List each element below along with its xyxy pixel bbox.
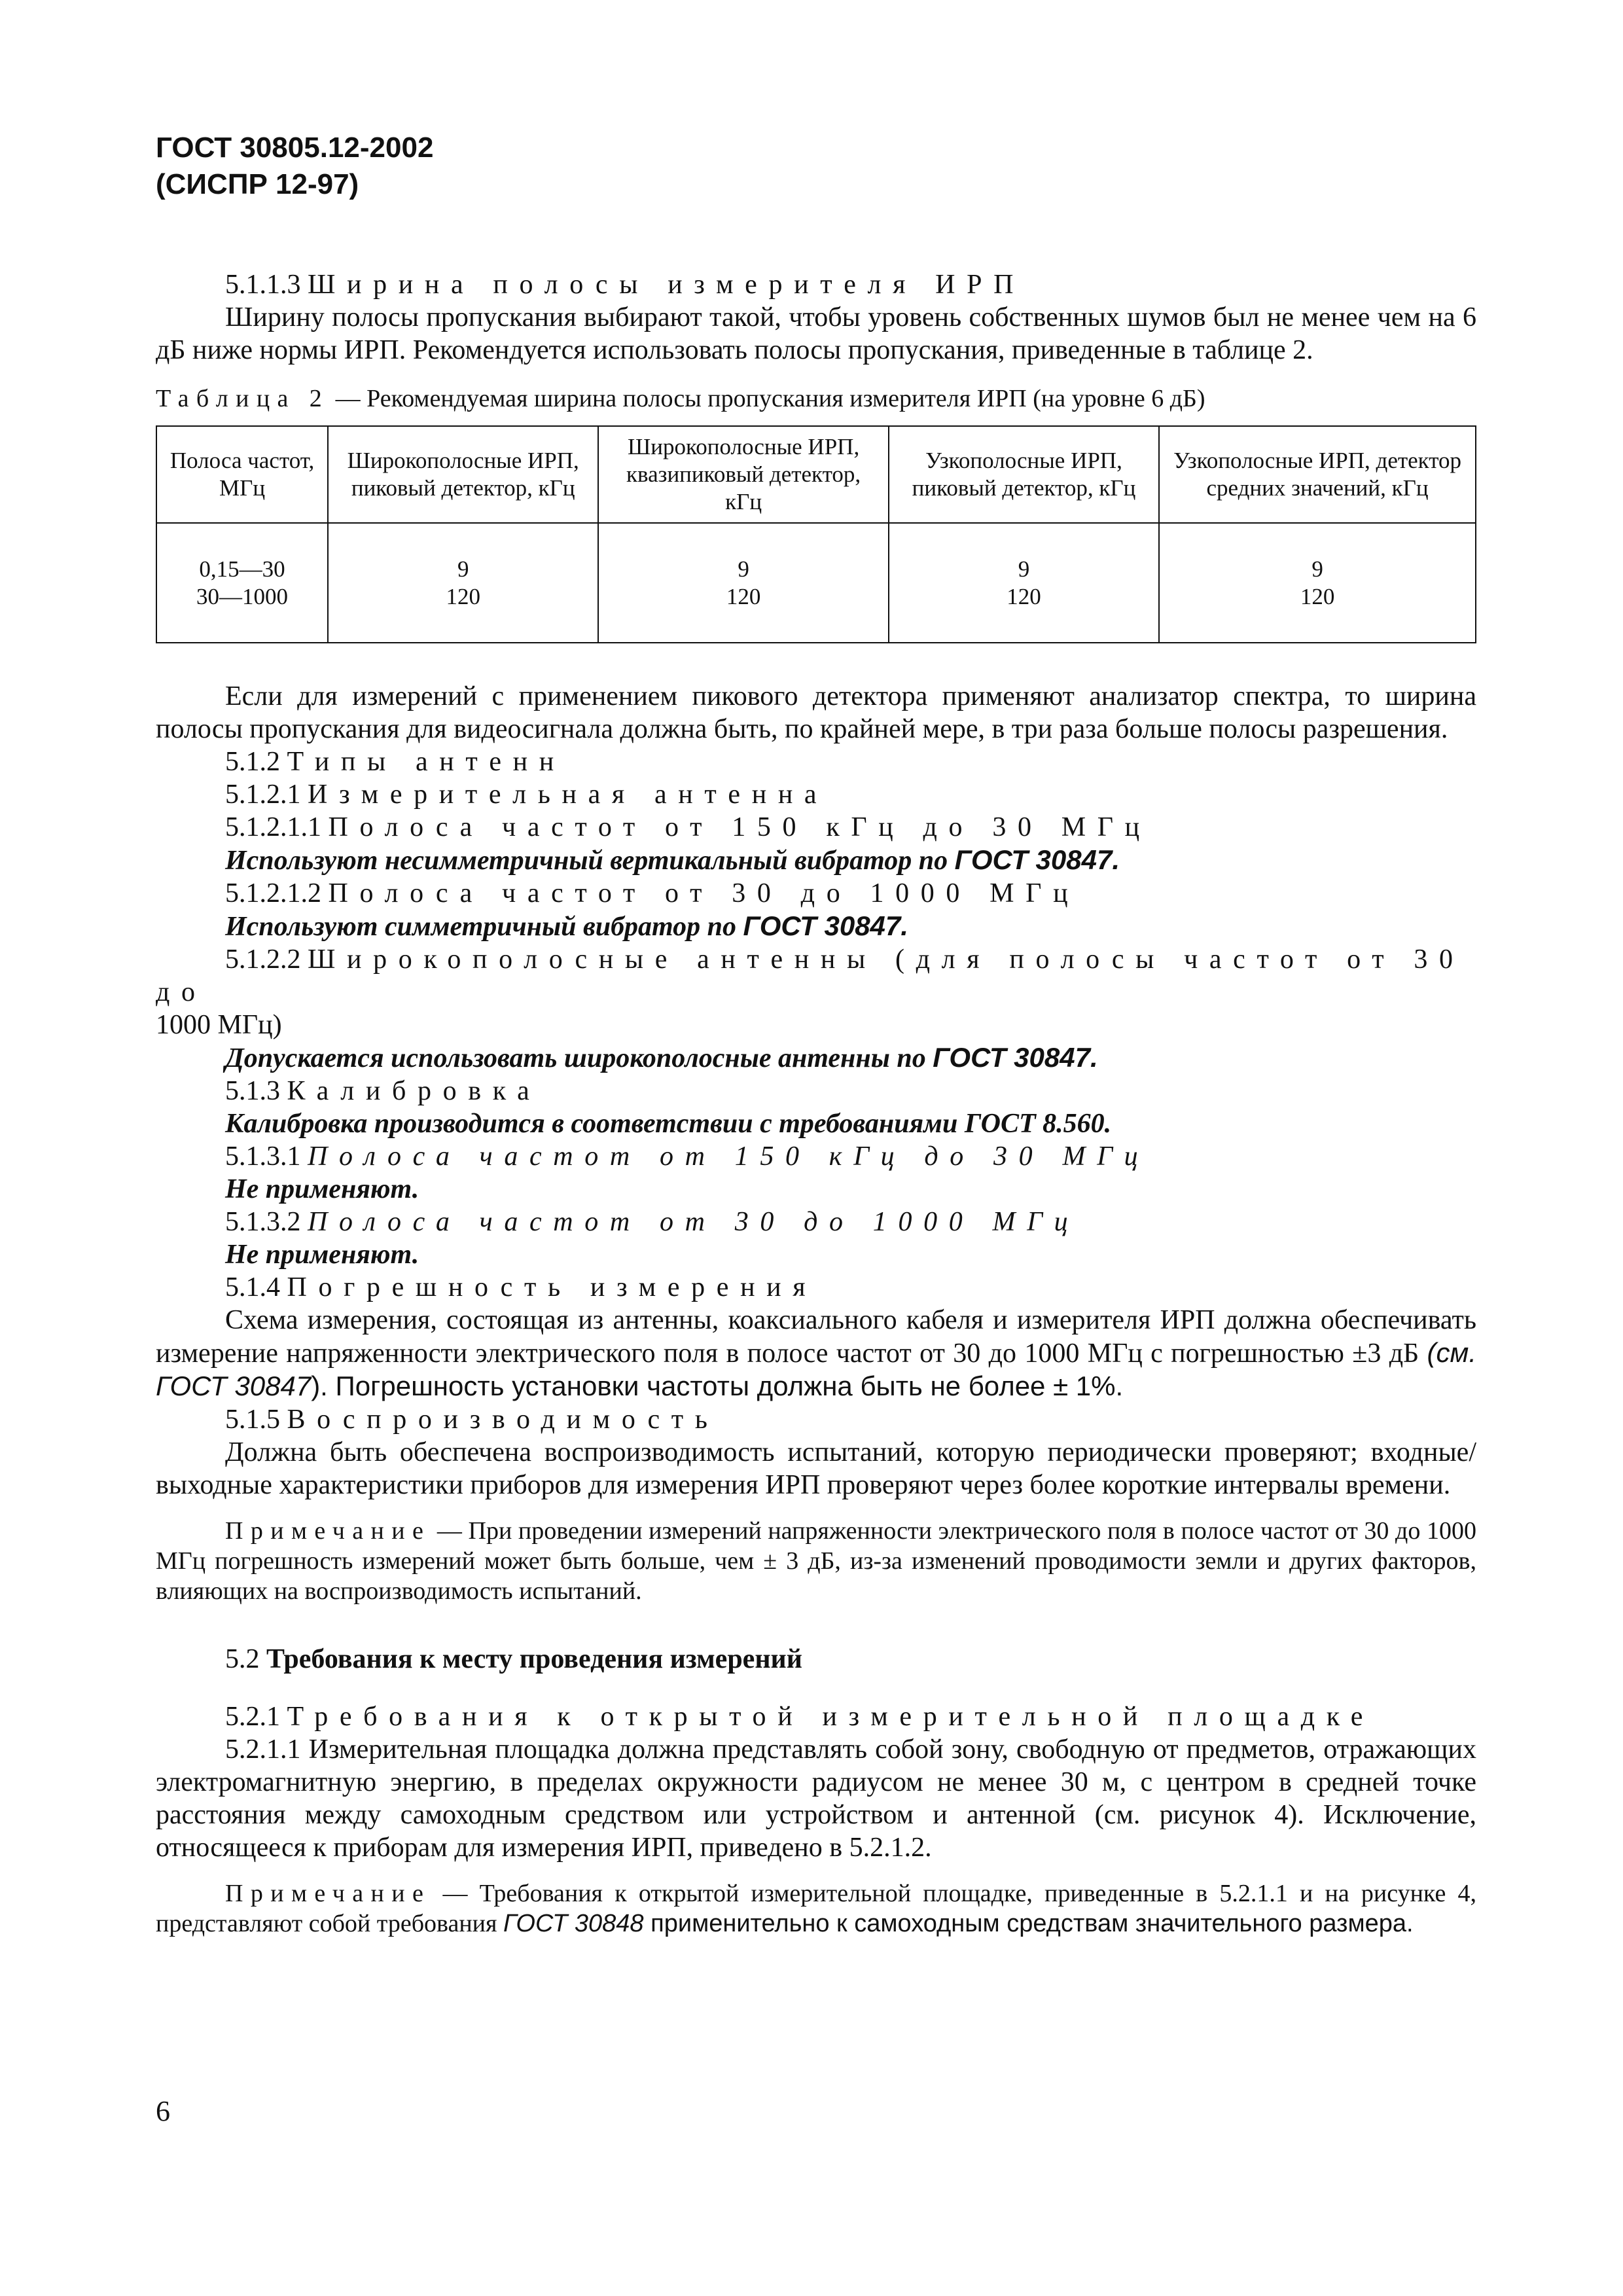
paragraph-5-1-2-1-1: Используют несимметричный вертикальный вибратор по ГОСТ 30847.	[225, 844, 1120, 876]
table-cell: 9 120	[889, 523, 1159, 643]
table-header-cell: Широкополосные ИРП, пиковый детектор, кГц	[328, 426, 598, 523]
paragraph-5-2-1-1: 5.2.1.1 Измерительная площадка должна представлять собой зону, свободную от предметов, отражающих электромагнитную энергию, в пределах окружности радиусом не менее 30 м, с центром в средней точке расстояния между самоходным средством или устройством и антенной (см. рисунок 4). Исключение, относящееся к приборам для измерения ИРП, приведено в 5.2.1.2.	[156, 1734, 1476, 1863]
heading-5-1-3: 5.1.3 Калибровка	[225, 1076, 541, 1106]
paragraph-5-1-1-3: Ширину полосы пропускания выбирают такой, чтобы уровень собственных шумов был не менее чем на 6 дБ ниже нормы ИРП. Рекомендуется использовать полосы пропускания, приведенные в таблице 2.	[156, 302, 1476, 365]
heading-5-1-2: 5.1.2 Типы антенн	[225, 747, 565, 777]
heading-5-1-2-2: 5.1.2.2 Широкополосные антенны (для полосы частот от 30 до	[156, 944, 1465, 1007]
table-header-cell: Полоса частот, МГц	[156, 426, 328, 523]
table-cell: 9 120	[598, 523, 889, 643]
heading-5-1-2-1-1: 5.1.2.1.1 Полоса частот от 150 кГц до 30 МГц	[225, 812, 1151, 842]
paragraph-spectrum-analyzer: Если для измерений с применением пикового детектора применяют анализатор спектра, то ширина полосы пропускания для видеосигнала должна быть, по крайней мере, в три раза больше полосы разрешения.	[156, 681, 1476, 744]
document-header	[156, 130, 433, 203]
heading-5-1-2-1-2: 5.1.2.1.2 Полоса частот от 30 до 1000 МГц	[225, 878, 1080, 908]
paragraph-5-1-2-1-2: Используют симметричный вибратор по ГОСТ 30847.	[225, 910, 908, 942]
heading-5-1-5: 5.1.5 Воспроизводимость	[225, 1405, 719, 1435]
table-header-row	[156, 426, 1476, 523]
note-measurement-error: Примечание — При проведении измерений напряженности электрического поля в полосе частот от 30 до 1000 МГц погрешность измерений может быть больше, чем ± 3 дБ, из-за изменений проводимости земли и других факторов, влияющих на воспроизводимость испытаний.	[156, 1517, 1476, 1605]
paragraph-5-1-3-1: Не применяют.	[225, 1174, 419, 1204]
table-header-cell: Узкополосные ИРП, пиковый детектор, кГц	[889, 426, 1159, 523]
heading-5-1-3-2: 5.1.3.2 Полоса частот от 30 до 1000 МГц	[225, 1207, 1080, 1237]
table-caption: Таблица 2 — Рекомендуемая ширина полосы пропускания измерителя ИРП (на уровне 6 дБ)	[156, 385, 1205, 412]
standard-code: ГОСТ 30805.12-2002	[156, 132, 434, 164]
heading-5-2: 5.2 Требования к месту проведения измерений	[225, 1644, 802, 1674]
bandwidth-table	[156, 425, 1476, 643]
table-header-cell: Широкополосные ИРП, квазипиковый детектор, кГц	[598, 426, 889, 523]
heading-5-1-1-3: 5.1.1.3 Ширина полосы измерителя ИРП	[225, 270, 1026, 300]
heading-5-2-1: 5.2.1 Требования к открытой измерительной площадке	[225, 1702, 1375, 1732]
page-number: 6	[156, 2095, 170, 2127]
paragraph-5-1-2-2: Допускается использовать широкополосные антенны по ГОСТ 30847.	[225, 1042, 1098, 1073]
standard-alt-code: (СИСПР 12-97)	[156, 168, 359, 200]
paragraph-5-1-3-2: Не применяют.	[225, 1240, 419, 1270]
table-row	[156, 523, 1476, 643]
table-cell: 9 120	[1159, 523, 1476, 643]
heading-5-1-3-1: 5.1.3.1 Полоса частот от 150 кГц до 30 МГц	[225, 1141, 1150, 1172]
paragraph-5-1-4: Схема измерения, состоящая из антенны, коаксиального кабеля и измерителя ИРП должна обеспечивать измерение напряженности электрического поля в полосе частот от 30 до 1000 МГц с погрешностью ±3 дБ (см. ГОСТ 30847). Погрешность установки частоты должна быть не более ± 1%.	[156, 1305, 1476, 1401]
heading-5-1-4: 5.1.4 Погрешность измерения	[225, 1272, 817, 1302]
page-content	[156, 268, 1476, 1939]
heading-5-1-2-1: 5.1.2.1 Измерительная антенна	[225, 780, 829, 810]
table-header-cell: Узкополосные ИРП, детектор средних значений, кГц	[1159, 426, 1476, 523]
table-cell: 9 120	[328, 523, 598, 643]
note-open-site: Примечание — Требования к открытой измерительной площадке, приведенные в 5.2.1.1 и на рисунке 4, представляют собой требования ГОСТ 30848 применительно к самоходным средствам значительного размера.	[156, 1880, 1476, 1937]
table-cell-frequency: 0,15—30 30—1000	[156, 523, 328, 643]
heading-5-1-2-2-continued: 1000 МГц)	[156, 1010, 282, 1040]
paragraph-5-1-5: Должна быть обеспечена воспроизводимость испытаний, которую периодически проверяют; входные/выходные характеристики приборов для измерения ИРП проверяют через более короткие интервалы времени.	[156, 1437, 1476, 1500]
paragraph-5-1-3: Калибровка производится в соответствии с требованиями ГОСТ 8.560.	[225, 1109, 1112, 1139]
